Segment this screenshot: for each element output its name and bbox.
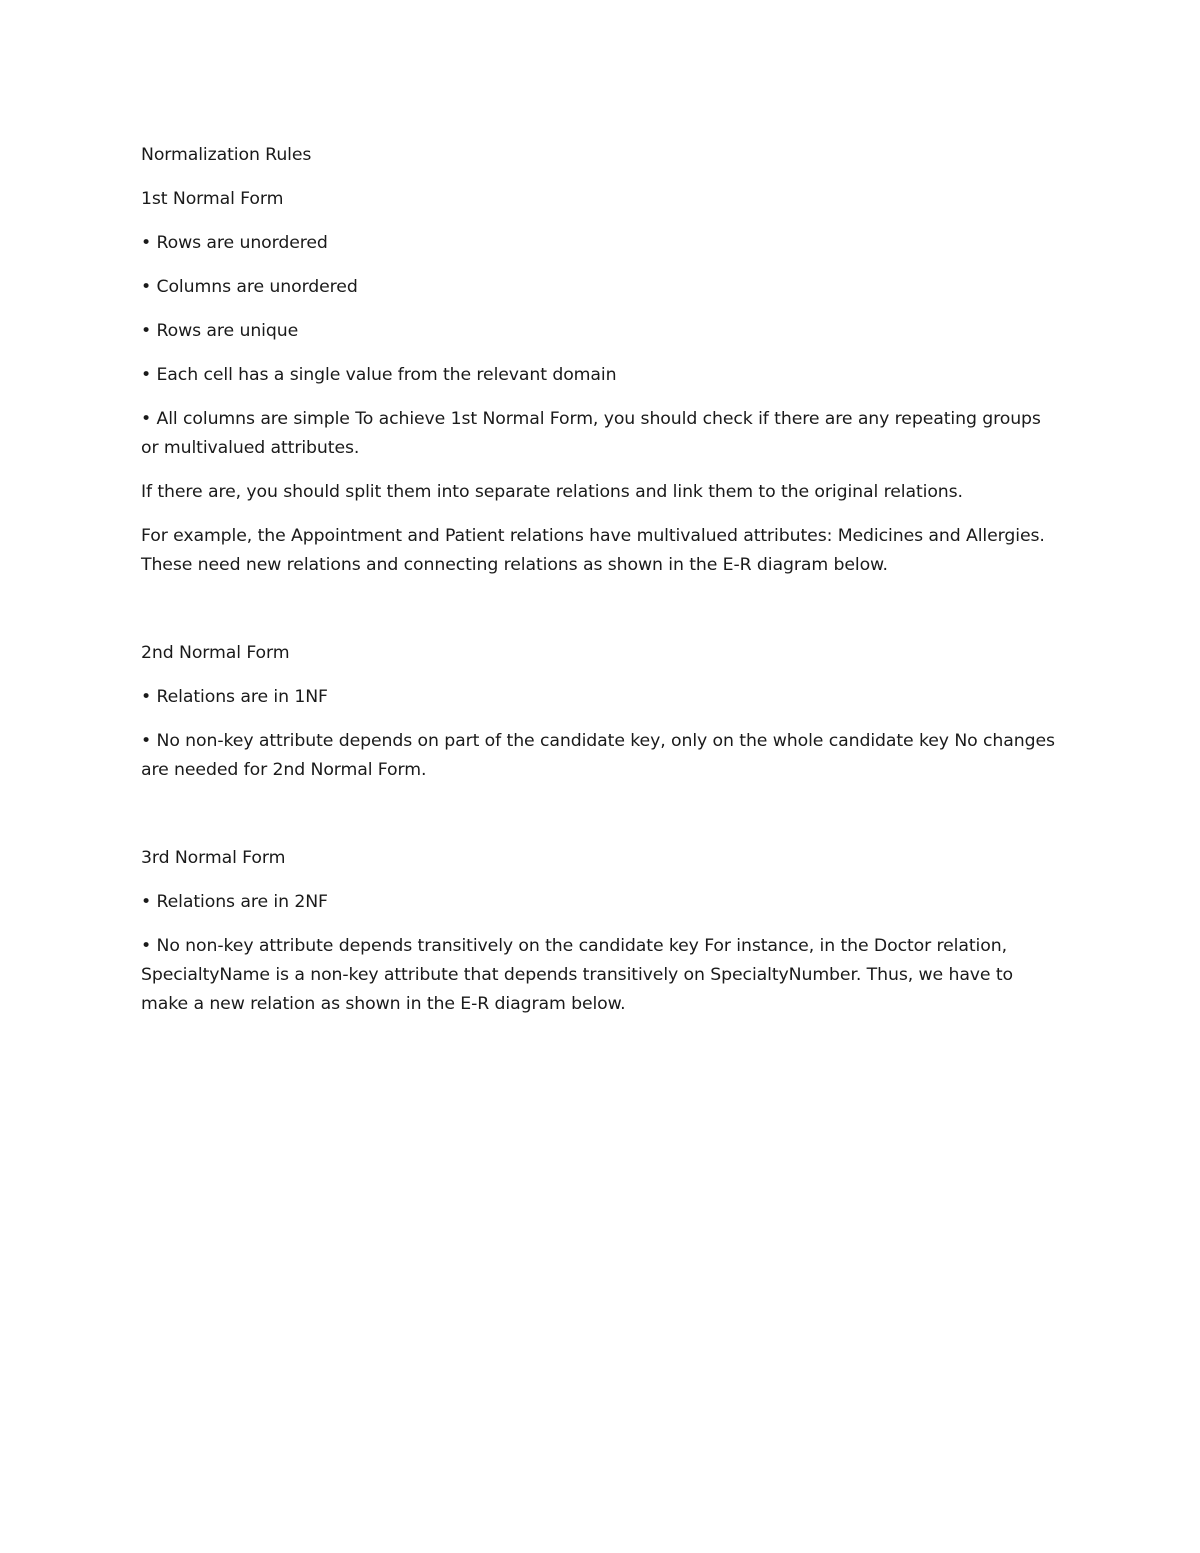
section-heading-1nf: 1st Normal Form [141,189,284,209]
paragraph-split-relations: If there are, you should split them into separate relations and link them to the original relations. [141,482,963,502]
bullet-no-partial-dependency: • No non-key attribute depends on part of the candidate key, only on the whole candidate key No changes are needed for 2nd Normal Form. [141,731,1055,780]
bullet-single-value: • Each cell has a single value from the relevant domain [141,365,617,385]
bullet-in-1nf: • Relations are in 1NF [141,687,328,707]
bullet-columns-simple: • All columns are simple To achieve 1st Normal Form, you should check if there are any repeating groups or multivalued attributes. [141,409,1041,458]
paragraph-example-1nf: For example, the Appointment and Patient relations have multivalued attributes: Medicines and Allergies. These need new relations and connecting relations as shown in the E-R diagram below. [141,526,1045,575]
bullet-rows-unordered: • Rows are unordered [141,233,328,253]
bullet-in-2nf: • Relations are in 2NF [141,892,328,912]
document-body [141,141,1061,1034]
section-heading-2nf: 2nd Normal Form [141,643,290,663]
bullet-rows-unique: • Rows are unique [141,321,299,341]
document-title: Normalization Rules [141,145,312,165]
bullet-columns-unordered: • Columns are unordered [141,277,358,297]
section-heading-3nf: 3rd Normal Form [141,848,286,868]
bullet-no-transitive-dependency: • No non-key attribute depends transitively on the candidate key For instance, in the Doctor relation, SpecialtyName is a non-key attribute that depends transitively on SpecialtyNumber. Thus, we have to make a new relation as shown in the E-R diagram below. [141,936,1014,1014]
